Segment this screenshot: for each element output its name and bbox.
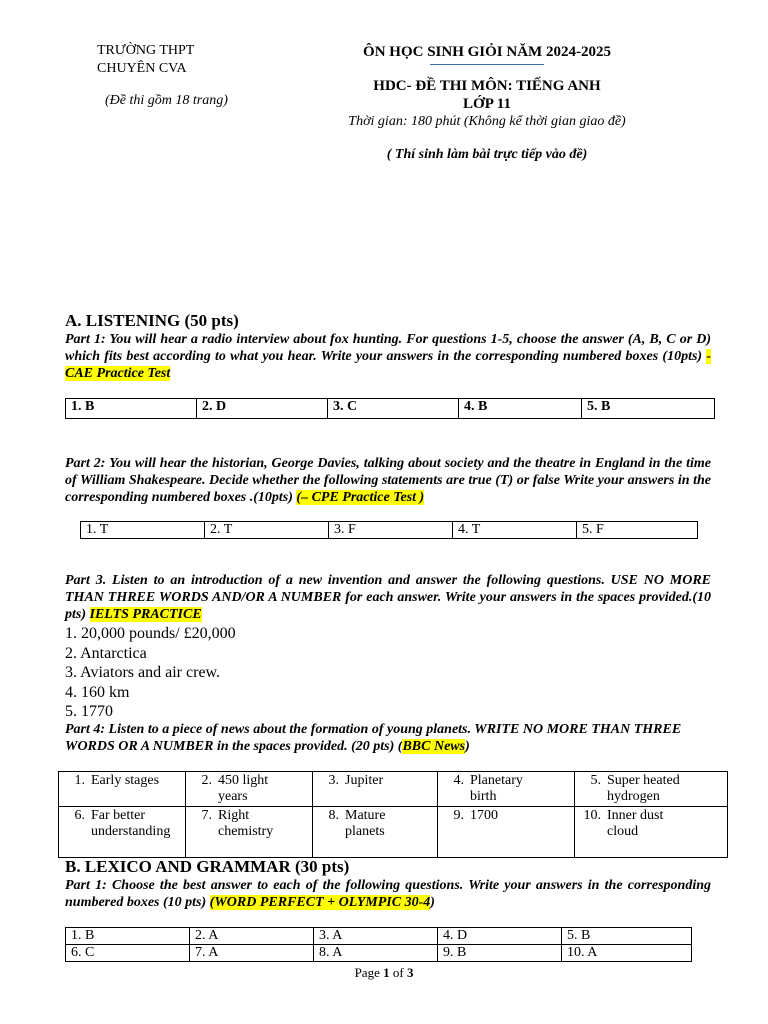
- answer-cell: 3. C: [328, 399, 459, 419]
- listening-part-1-instructions: [65, 331, 711, 382]
- table-row: [66, 928, 692, 945]
- footer-prefix: Page: [354, 965, 384, 980]
- exam-heading: [300, 42, 674, 163]
- part-2-source: (– CPE Practice Test ): [296, 490, 425, 505]
- answer-cell: 4. B: [459, 399, 582, 419]
- part-4-tail: ): [465, 739, 470, 754]
- exam-instruction: ( Thí sinh làm bài trực tiếp vào đề): [386, 147, 588, 162]
- answer-cell: 4. D: [438, 928, 562, 945]
- answer-cell: 2. A: [190, 928, 314, 945]
- school-line-2: CHUYÊN CVA: [97, 61, 187, 76]
- exam-time: Thời gian: 180 phút (Không kể thời gian giao đề): [348, 114, 626, 129]
- answer-cell: 5. F: [577, 522, 698, 539]
- list-item: 4. 160 km: [65, 683, 130, 701]
- table-row: [66, 945, 692, 962]
- part-1-text: Part 1: You will hear a radio interview about fox hunting. For questions 1-5, choose the answer (A, B, C or D) which fits best according to what you hear. Write your answers in the corresponding numbered boxes (10pts): [65, 332, 711, 364]
- table-row: [59, 807, 728, 858]
- part-1-source: - CAE Practice Test: [65, 349, 711, 381]
- exam-grade: LỚP 11: [463, 96, 511, 112]
- answer-cell: 10. Inner dust cloud: [575, 807, 728, 858]
- table-row: [81, 522, 698, 539]
- answer-cell: 1. B: [66, 399, 197, 419]
- total-pages: 3: [406, 965, 414, 980]
- part-4-answer-table: [58, 771, 728, 858]
- b-part-1-tail: ): [430, 895, 435, 910]
- b-part-1-answer-table: [65, 927, 692, 962]
- part-3-text: Part 3. Listen to an introduction of a new invention and answer the following questions. USE NO MORE THAN THREE WORDS AND/OR A NUMBER for each answer. Write your answers in the spaces provided.(10 pts): [65, 573, 711, 622]
- part-3-answer-list: [65, 624, 236, 722]
- part-4-source: BBC News: [402, 739, 466, 754]
- exam-title: ÔN HỌC SINH GIỎI NĂM 2024-2025: [363, 44, 611, 60]
- title-underline: [430, 64, 544, 65]
- answer-cell: 2. D: [197, 399, 328, 419]
- answer-cell: 9. 1700: [438, 807, 575, 858]
- answer-cell: 6. C: [66, 945, 190, 962]
- footer-middle: of: [389, 965, 407, 980]
- lexico-part-1-instructions: [65, 877, 711, 911]
- pages-note: (Đề thi gồm 18 trang): [105, 93, 228, 108]
- answer-cell: 5. B: [562, 928, 692, 945]
- section-b-title: B. LEXICO AND GRAMMAR (30 pts): [65, 857, 350, 876]
- answer-cell: 5. B: [582, 399, 715, 419]
- answer-cell: 7. Right chemistry: [186, 807, 313, 858]
- answer-cell: 9. B: [438, 945, 562, 962]
- part-1-answer-table: [65, 398, 715, 419]
- answer-cell: 4. T: [453, 522, 577, 539]
- answer-cell: 4. Planetary birth: [438, 772, 575, 807]
- b-part-1-source: (WORD PERFECT + OLYMPIC 30-4: [209, 895, 431, 910]
- list-item: 5. 1770: [65, 703, 113, 720]
- part-4-text: Part 4: Listen to a piece of news about the formation of young planets. WRITE NO MORE THAN THREE WORDS OR A NUMBER in the spaces provided. (20 pts) (: [65, 722, 682, 754]
- answer-cell: 3. Jupiter: [313, 772, 438, 807]
- exam-subject: HDC- ĐỀ THI MÔN: TIẾNG ANH: [373, 78, 601, 94]
- answer-cell: 8. A: [314, 945, 438, 962]
- list-item: 1. 20,000 pounds/ £20,000: [65, 625, 236, 642]
- section-a-title: A. LISTENING (50 pts): [65, 311, 239, 330]
- listening-part-4-instructions: [65, 721, 711, 755]
- answer-cell: 1. Early stages: [59, 772, 186, 807]
- table-row: [66, 399, 715, 419]
- answer-cell: 10. A: [562, 945, 692, 962]
- list-item: 2. Antarctica: [65, 644, 147, 662]
- part-2-text: Part 2: You will hear the historian, George Davies, talking about society and the theatre in England in the time of William Shakespeare. Decide whether the following statements are true (T) or false Write your answers in the corresponding numbered boxes .(10pts): [65, 456, 711, 505]
- answer-cell: 5. Super heated hydrogen: [575, 772, 728, 807]
- answer-cell: 3. A: [314, 928, 438, 945]
- answer-cell: 8. Mature planets: [313, 807, 438, 858]
- answer-cell: 1. B: [66, 928, 190, 945]
- table-row: [59, 772, 728, 807]
- part-2-answer-table: [80, 521, 698, 539]
- answer-cell: 7. A: [190, 945, 314, 962]
- answer-cell: 6. Far better understanding: [59, 807, 186, 858]
- school-line-1: TRƯỜNG THPT: [97, 43, 195, 58]
- list-item: 3. Aviators and air crew.: [65, 664, 221, 681]
- listening-part-2-instructions: [65, 455, 711, 506]
- page-footer: [0, 965, 768, 981]
- school-name: [97, 42, 194, 78]
- part-3-source: IELTS PRACTICE: [89, 607, 202, 622]
- answer-cell: 2. 450 light years: [186, 772, 313, 807]
- b-part-1-text: Part 1: Choose the best answer to each of the following questions. Write your answers in the corresponding numbered boxes (10 pts): [65, 878, 711, 910]
- answer-cell: 3. F: [329, 522, 453, 539]
- listening-part-3-instructions: [65, 572, 711, 623]
- current-page: 1: [383, 965, 390, 980]
- answer-cell: 2. T: [205, 522, 329, 539]
- answer-cell: 1. T: [81, 522, 205, 539]
